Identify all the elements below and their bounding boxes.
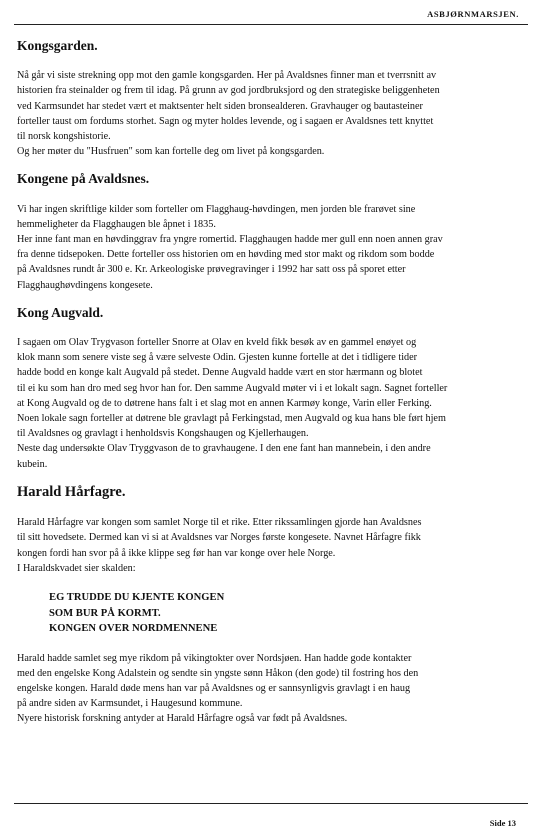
- section-kongene: [17, 171, 518, 292]
- text-line: Neste dag undersøkte Olav Tryggvason de to gravhaugene. I den ene fant han mannebein, i den andre: [17, 443, 431, 455]
- text-line: ved Karmsundet har stedet vært et maktsenter helt siden bronsealderen. Gravhauger og bautasteiner: [17, 100, 423, 112]
- text-line: til norsk kongshistorie.: [17, 131, 111, 142]
- text-line: Noen lokale sagn forteller at døtrene ble gravlagt på Ferkingstad, men Augvald og kua hans ble ført hjem: [17, 413, 446, 425]
- text-line: til ei ku som han dro med seg hvor han for. Den samme Augvald møter vi i et lokalt sagn. Sagnet forteller: [17, 382, 448, 394]
- text-line: hemmeligheter da Flagghaugen ble åpnet i 1835.: [17, 218, 216, 230]
- text-line: kubein.: [17, 458, 48, 470]
- text-line: Harald hadde samlet seg mye rikdom på vikingtokter over Nordsjøen. Han hadde gode kontakter: [17, 652, 412, 664]
- section-body: [17, 202, 518, 293]
- text-line: engelske kongen. Harald døde mens han var på Avaldsnes og er sannsynligvis gravlagt i en haug: [17, 682, 411, 694]
- section-title: Harald Hårfagre.: [17, 483, 126, 500]
- section-body: [17, 515, 518, 576]
- text-line: Vi har ingen skriftlige kilder som forteller om Flagghaug-høvdingen, men jorden ble frarøvet sine: [17, 203, 416, 215]
- text-line: historien fra steinalder og frem til idag. På grunn av god jordbruksjord og den strategiske beliggenheten: [17, 85, 440, 97]
- poem-line: KONGEN OVER NORDMENNENE: [49, 623, 218, 635]
- text-line: forteller taust om fordums storhet. Sagn og myter holdes levende, og i sagaen er Avaldsnes tett knyttet: [17, 115, 434, 127]
- text-line: Nå går vi siste strekning opp mot den gamle kongsgarden. Her på Avaldsnes finner man et tverrsnitt av: [17, 70, 437, 82]
- text-line: I Haraldskvadet sier skalden:: [17, 562, 136, 574]
- text-line: til Avaldsnes og gravlagt i henholdsvis Kongshaugen og Kjellerhaugen.: [17, 428, 309, 440]
- text-line: I sagaen om Olav Trygvason forteller Snorre at Olav en kveld fikk besøk av en gammel enøyet og: [17, 337, 417, 348]
- footer-rule: [14, 803, 528, 804]
- text-line: Nyere historisk forskning antyder at Harald Hårfagre også var født på Avaldsnes.: [17, 713, 348, 725]
- text-line: at Kong Augvald og de to døtrene hans falt i et slag mot en annen Karmøy konge, Varin eller Ferking.: [17, 397, 432, 409]
- text-line: på Avaldsnes rundt år 300 e. Kr. Arkeologiske prøvegravinger i 1992 har satt oss på sporet etter: [17, 264, 406, 276]
- running-header: ASBJØRNMARSJEN.: [427, 9, 519, 19]
- section-harald-harfagre: [17, 484, 518, 727]
- page-content: [17, 38, 518, 739]
- text-line: klok mann som senere viste seg å være selveste Odin. Gjesten kunne fortelle at det i tidligere tider: [17, 352, 418, 364]
- section-kong-augvald: [17, 305, 518, 472]
- text-line: fra denne tidsepoken. Dette forteller oss historien om en høvding med stor makt og rikdom som bodde: [17, 249, 435, 261]
- section-title: Kongene på Avaldsnes.: [17, 171, 150, 187]
- text-line: med den engelske Kong Adalstein og sendte sin yngste sønn Håkon (den gode) til fostring hos den: [17, 667, 419, 679]
- section-body: [17, 335, 518, 472]
- skaldic-poem: [49, 590, 518, 637]
- header-rule: [14, 24, 528, 25]
- text-line: Og her møter du "Husfruen" som kan fortelle deg om livet på kongsgarden.: [17, 146, 325, 158]
- poem-line: SOM BUR PÅ KORMT.: [49, 607, 161, 619]
- text-line: til sitt hovedsete. Dermed kan vi si at Avaldsnes var Norges første kongesete. Navnet Hårfagre fikk: [17, 532, 421, 544]
- text-line: Flagghaughøvdingens kongesete.: [17, 279, 153, 291]
- page-number: Side 13: [489, 818, 516, 828]
- text-line: på andre siden av Karmsundet, i Haugesund kommune.: [17, 698, 243, 710]
- poem-line: EG TRUDDE DU KJENTE KONGEN: [49, 592, 225, 604]
- text-line: kongen fordi han svor på å ikke klippe seg før han var konge over hele Norge.: [17, 547, 336, 559]
- section-body: [17, 68, 518, 159]
- section-title: Kongsgarden.: [17, 38, 98, 53]
- section-title: Kong Augvald.: [17, 304, 104, 320]
- section-kongsgarden: [17, 38, 518, 159]
- section-body-continued: [17, 651, 518, 727]
- text-line: Her inne fant man en høvdinggrav fra yngre romertid. Flagghaugen hadde mer gull enn noen annen grav: [17, 234, 443, 245]
- text-line: Harald Hårfagre var kongen som samlet Norge til et rike. Etter rikssamlingen gjorde han Avaldsnes: [17, 517, 422, 529]
- text-line: hadde bodd en konge kalt Augvald på stedet. Denne Augvald hadde vært en stor hærmann og blotet: [17, 367, 423, 379]
